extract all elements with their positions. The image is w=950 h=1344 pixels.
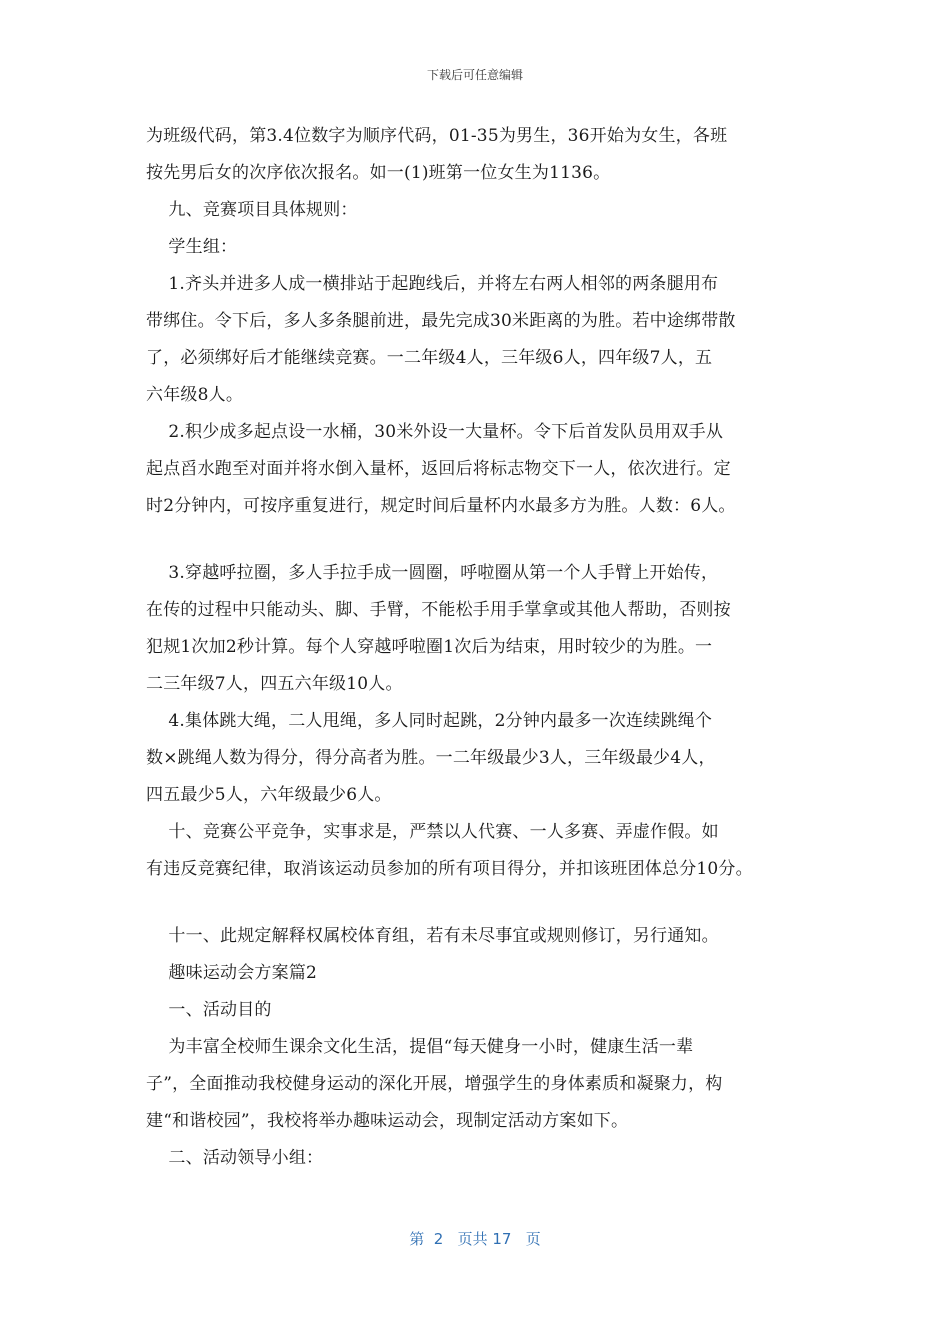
paragraph-line: 犯规1次加2秒计算。每个人穿越呼啦圈1次后为结束，用时较少的为胜。一 [146,637,713,657]
paragraph-gap [146,888,826,918]
section-title: 趣味运动会方案篇2 [146,963,318,983]
paragraph-line: 数×跳绳人数为得分，得分高者为胜。一二年级最少3人，三年级最少4人， [146,748,716,768]
paragraph-gap [146,525,826,555]
page-number-footer: 第 2 页共 17 页 [409,1230,541,1248]
section-heading: 九、竞赛项目具体规则： [146,200,358,220]
paragraph-line: 子”，全面推动我校健身运动的深化开展，增强学生的身体素质和凝聚力，构 [146,1074,723,1094]
paragraph-line: 按先男后女的次序依次报名。如一(1)班第一位女生为1136。 [146,163,611,183]
paragraph-line: 有违反竞赛纪律，取消该运动员参加的所有项目得分，并扣该班团体总分10分。 [146,859,753,879]
paragraph-line: 十一、此规定解释权属校体育组，若有未尽事宜或规则修订，另行通知。 [146,926,719,946]
paragraph-line: 二三年级7人，四五六年级10人。 [146,674,403,694]
paragraph-line: 2.积少成多起点设一水桶，30米外设一大量杯。令下后首发队员用双手从 [146,422,724,442]
paragraph-line: 1.齐头并进多人成一横排站于起跑线后，并将左右两人相邻的两条腿用布 [146,274,719,294]
paragraph-line: 3.穿越呼拉圈，多人手拉手成一圆圈，呼啦圈从第一个人手臂上开始传， [146,563,719,583]
section-heading: 二、活动领导小组： [146,1148,324,1168]
paragraph-line: 为丰富全校师生课余文化生活，提倡“每天健身一小时，健康生活一辈 [146,1037,694,1057]
document-body [146,118,826,1177]
paragraph-line: 起点舀水跑至对面并将水倒入量杯，返回后将标志物交下一人，依次进行。定 [146,459,731,479]
page-header: 下载后可任意编辑 [426,68,523,82]
paragraph-line: 六年级8人。 [146,385,244,405]
paragraph-line: 4.集体跳大绳，二人甩绳，多人同时起跳，2分钟内最多一次连续跳绳个 [146,711,713,731]
paragraph-line: 为班级代码，第3.4位数字为顺序代码，01-35为男生，36开始为女生，各班 [146,126,728,146]
paragraph-line: 在传的过程中只能动头、脚、手臂，不能松手用手掌拿或其他人帮助，否则按 [146,600,731,620]
paragraph-line: 带绑住。令下后，多人多条腿前进，最先完成30米距离的为胜。若中途绑带散 [146,311,736,331]
section-heading: 一、活动目的 [146,1000,272,1020]
paragraph-line: 建“和谐校园”，我校将举办趣味运动会，现制定活动方案如下。 [146,1111,629,1131]
paragraph-line: 十、竞赛公平竞争，实事求是，严禁以人代赛、一人多赛、弄虚作假。如 [146,822,719,842]
paragraph-line: 了，必须绑好后才能继续竞赛。一二年级4人，三年级6人，四年级7人，五 [146,348,713,368]
paragraph-line: 四五最少5人，六年级最少6人。 [146,785,392,805]
paragraph-line: 时2分钟内，可按序重复进行，规定时间后量杯内水最多方为胜。人数：6人。 [146,496,736,516]
sub-heading: 学生组： [146,237,238,257]
